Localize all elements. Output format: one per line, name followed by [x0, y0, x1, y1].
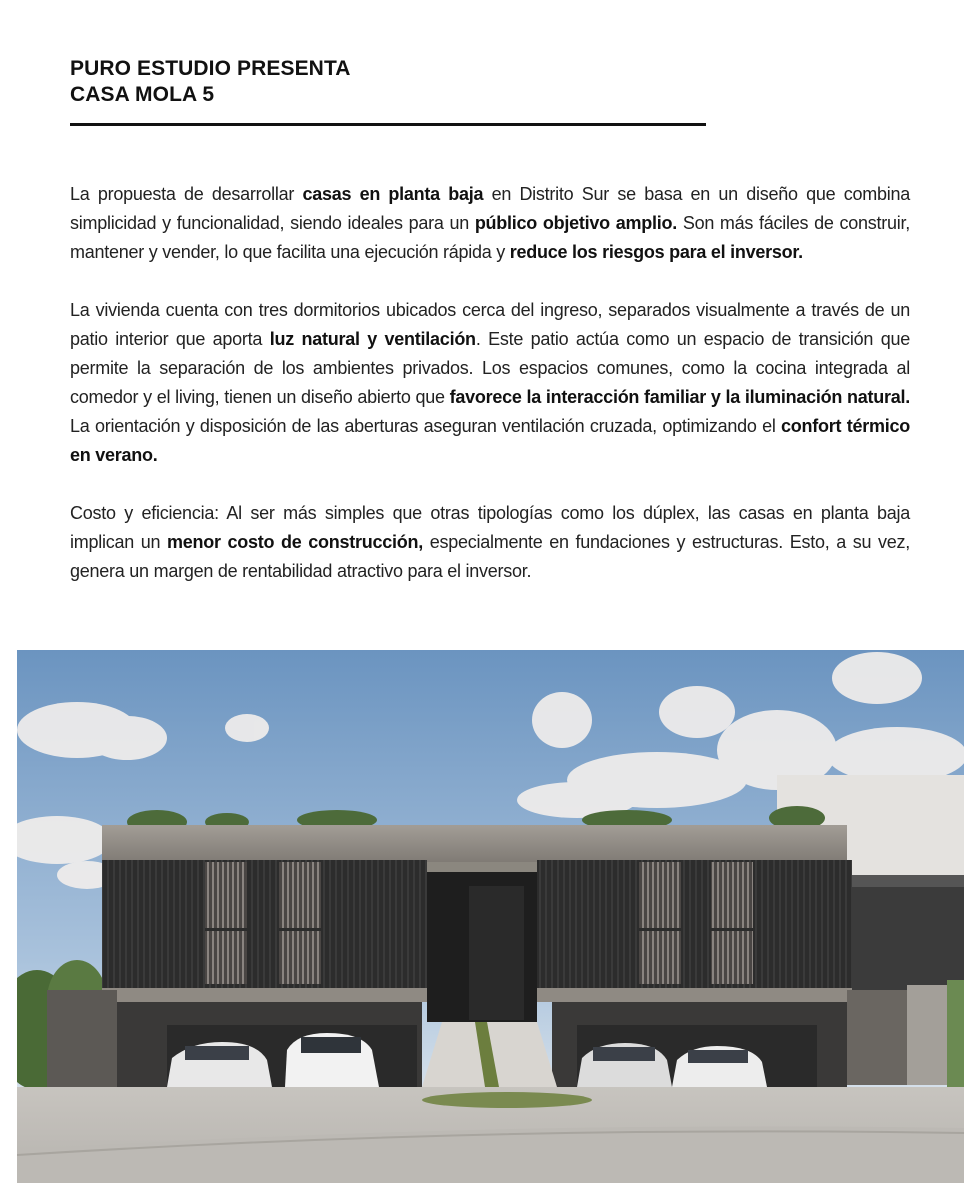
- document-header: [70, 56, 710, 108]
- body-text: Costo y eficiencia: Al ser más simples que otras tipologías como los dúplex, las casas en planta baja implican un: [70, 503, 910, 552]
- left-volume: [102, 860, 427, 990]
- body-text: La orientación y disposición de las aberturas aseguran ventilación cruzada, optimizando el: [70, 416, 782, 436]
- project-title: CASA MOLA 5: [70, 83, 215, 106]
- roof-slab: [102, 825, 847, 863]
- emphasis-text: favorece la interacción familiar y la iluminación natural.: [449, 387, 911, 407]
- right-volume: [537, 860, 852, 990]
- emphasis-text: menor costo de construcción,: [167, 532, 423, 552]
- paragraph-cost: [70, 499, 910, 586]
- emphasis-text: público objetivo amplio.: [474, 213, 677, 233]
- header-divider: [70, 123, 706, 126]
- paragraph-intro: [70, 180, 910, 267]
- emphasis-text: luz natural y ventilación: [269, 329, 476, 349]
- body-text: especialmente en fundaciones y estructuras. Esto, a su vez, genera un margen de rentabilidad atractivo para el inversor.: [70, 532, 910, 581]
- emphasis-text: casas en planta baja: [302, 184, 484, 204]
- body-text: . Este patio actúa como un espacio de transición que permite la separación de los ambientes privados. Los espacios comunes, como la cocina integrada al comedor y el living, tienen un diseño abierto que: [70, 329, 910, 407]
- body-text: La vivienda cuenta con tres dormitorios ubicados cerca del ingreso, separados visualmente a través de un patio interior que aporta: [70, 300, 910, 349]
- emphasis-text: reduce los riesgos para el inversor.: [509, 242, 803, 262]
- description-body: [70, 180, 910, 615]
- body-text: en Distrito Sur se basa en un diseño que combina simplicidad y funcionalidad, siendo ideales para un: [70, 184, 911, 233]
- body-text: Son más fáciles de construir, mantener y vender, lo que facilita una ejecución rápida y: [70, 213, 910, 262]
- presenter-title: PURO ESTUDIO PRESENTA: [70, 57, 351, 80]
- paragraph-layout: [70, 296, 910, 470]
- body-text: La propuesta de desarrollar: [70, 184, 303, 204]
- house-render-image: [17, 650, 964, 1183]
- emphasis-text: confort térmico en verano.: [70, 416, 911, 465]
